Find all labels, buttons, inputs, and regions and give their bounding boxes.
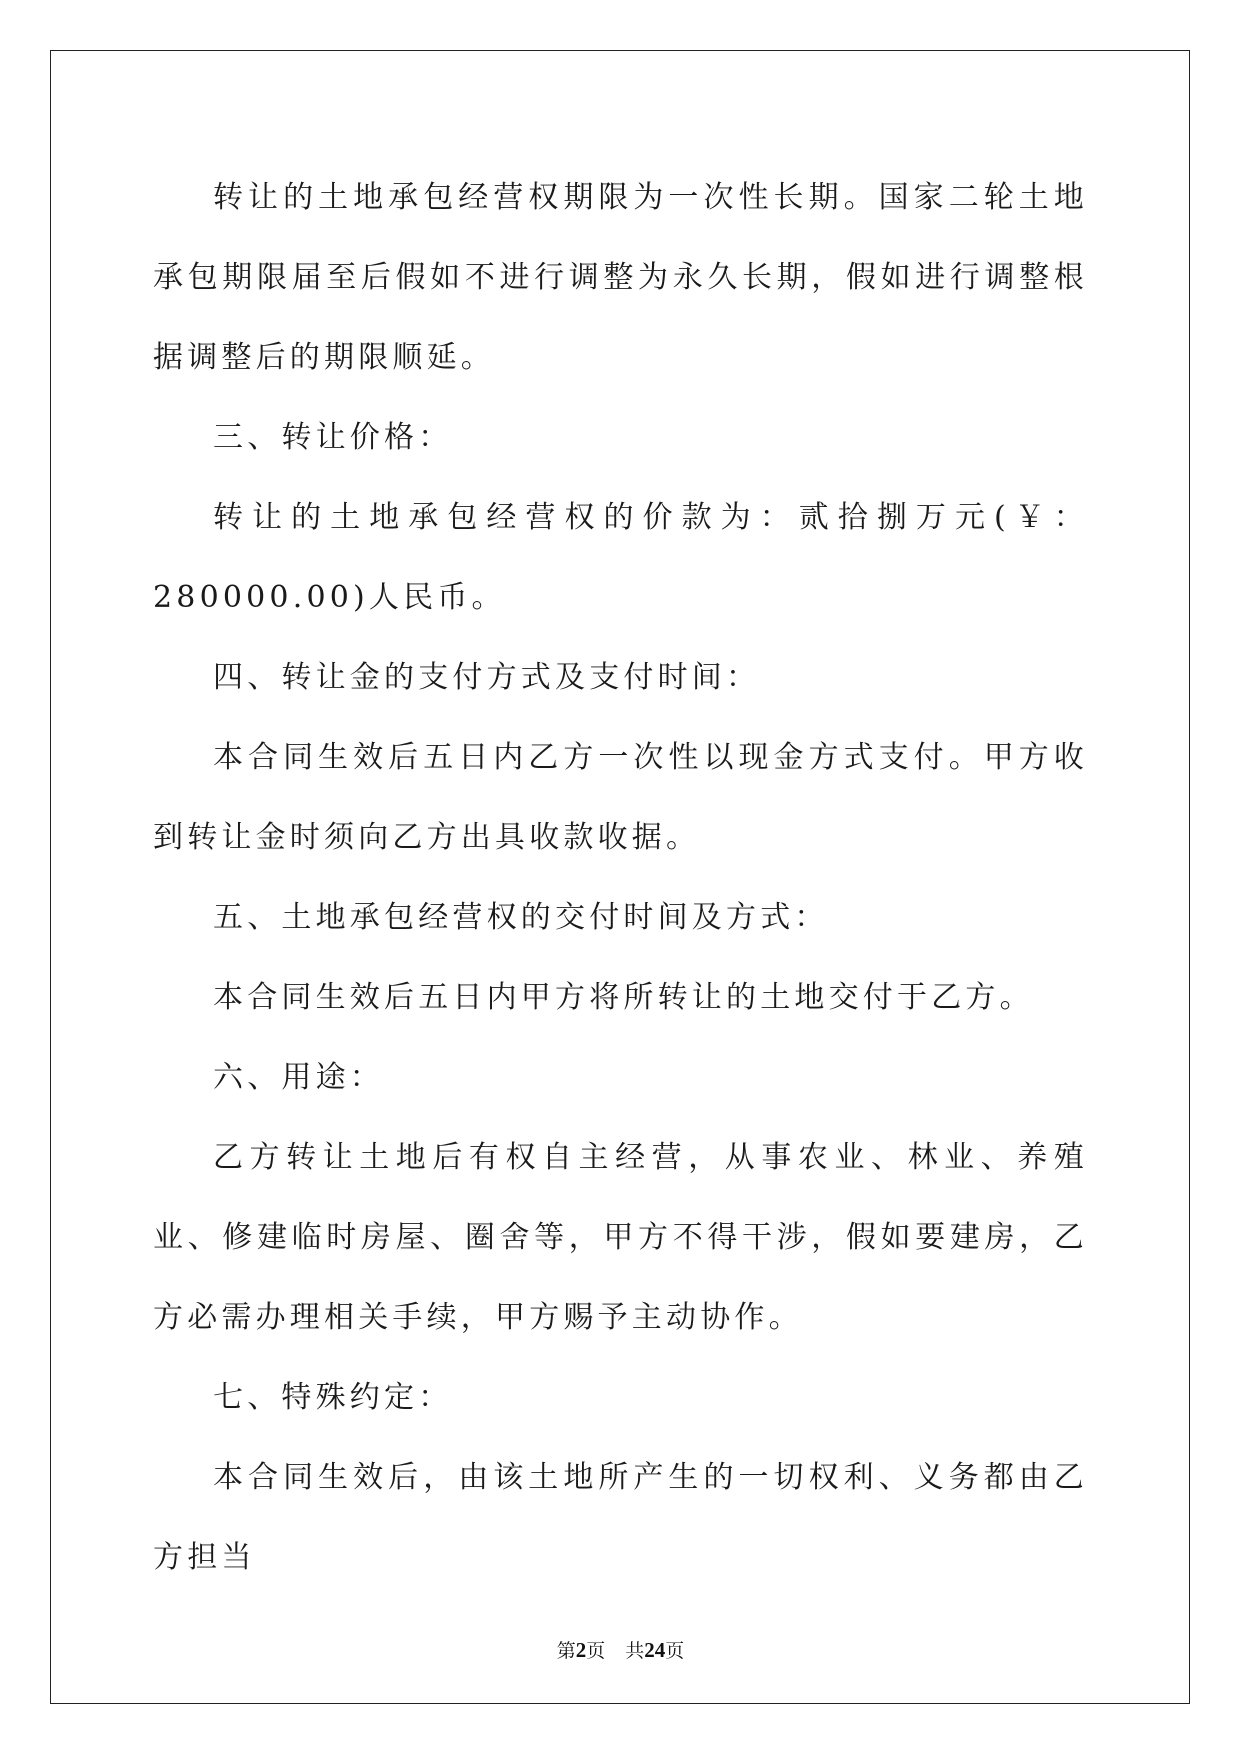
document-body xyxy=(153,158,1088,1598)
paragraph-special-agreement: 本合同生效后，由该土地所产生的一切权利、义务都由乙方担当 xyxy=(153,1460,1088,1575)
paragraph-transfer-price: 转让的土地承包经营权的价款为：贰拾捌万元(￥：280000.00)人民币。 xyxy=(153,500,1088,615)
footer-total-prefix: 共 xyxy=(625,1641,645,1662)
paragraph-usage: 乙方转让土地后有权自主经营，从事农业、林业、养殖业、修建临时房屋、圈舍等，甲方不得干涉，假如要建房，乙方必需办理相关手续，甲方赐予主动协作。 xyxy=(153,1140,1088,1335)
footer-page-suffix: 页 xyxy=(586,1641,606,1662)
page-footer xyxy=(0,1636,1241,1663)
footer-page-prefix: 第 xyxy=(556,1641,576,1662)
heading-special-agreement: 七、特殊约定： xyxy=(213,1380,453,1415)
paragraph-payment-method: 本合同生效后五日内乙方一次性以现金方式支付。甲方收到转让金时须向乙方出具收款收据。 xyxy=(153,740,1088,855)
paragraph-term-duration: 转让的土地承包经营权期限为一次性长期。国家二轮土地承包期限届至后假如不进行调整为永久长期，假如进行调整根据调整后的期限顺延。 xyxy=(153,180,1088,375)
footer-page-number: 2 xyxy=(575,1638,587,1662)
heading-transfer-price: 三、转让价格： xyxy=(213,420,453,455)
footer-total-pages: 24 xyxy=(644,1638,666,1662)
heading-delivery: 五、土地承包经营权的交付时间及方式： xyxy=(213,900,829,935)
heading-usage: 六、用途： xyxy=(213,1060,384,1095)
footer-total-suffix: 页 xyxy=(665,1641,685,1662)
heading-payment-method: 四、转让金的支付方式及支付时间： xyxy=(213,660,761,695)
paragraph-delivery: 本合同生效后五日内甲方将所转让的土地交付于乙方。 xyxy=(213,980,1034,1015)
